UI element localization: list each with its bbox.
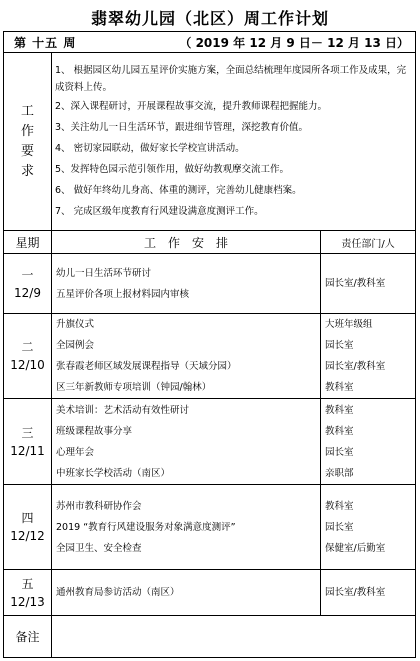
day-row-mon <box>4 254 416 314</box>
dept-item: 园长室/教科室 <box>325 361 386 372</box>
day-name: 一 <box>21 267 34 282</box>
column-header-arrangement: 工 作 安 排 <box>52 231 321 254</box>
task-list <box>52 570 321 616</box>
day-cell <box>4 485 52 570</box>
requirements-row <box>4 53 416 231</box>
task-list <box>52 254 321 314</box>
req-label-char: 要 <box>20 143 34 159</box>
dept-item: 亲职部 <box>325 467 354 479</box>
task-list <box>52 399 321 485</box>
requirements-list <box>52 53 416 231</box>
dept-item: 大班年级组 <box>325 319 373 330</box>
day-cell <box>4 570 52 616</box>
task-item: 五星评价各项上报材料园内审核 <box>56 288 190 300</box>
day-row-thu <box>4 485 416 570</box>
day-cell <box>4 314 52 399</box>
day-name: 四 <box>21 511 34 525</box>
requirement-item: 5、发挥特色园示范引领作用，做好幼教观摩交流工作。 <box>55 163 290 175</box>
task-item: 张春霞老师区域发展课程指导（天域分园） <box>56 361 237 372</box>
task-item: 升旗仪式 <box>56 319 95 330</box>
dept-item: 园长室 <box>325 340 354 351</box>
task-item: 班级课程故事分享 <box>56 425 133 437</box>
day-row-wed <box>4 399 416 485</box>
day-date: 12/11 <box>10 443 45 458</box>
week-header-cell <box>4 32 416 53</box>
day-date: 12/12 <box>10 529 45 543</box>
day-cell <box>4 399 52 485</box>
day-row-fri <box>4 570 416 616</box>
dept-item: 教科室 <box>325 500 354 512</box>
requirement-item: 2、深入课程研讨，开展课程故事交流，提升教师课程把握能力。 <box>55 100 328 112</box>
dept-item: 教科室 <box>325 382 354 393</box>
day-cell <box>4 254 52 314</box>
week-date-range: （ 2019 年 12 月 9 日－ 12 月 13 日） <box>179 35 410 50</box>
task-item: 心理年会 <box>56 446 95 458</box>
week-number: 第 十五 周 <box>14 35 77 50</box>
dept-list <box>321 570 416 616</box>
task-item: 通州教育局参访活动（南区） <box>56 587 180 598</box>
dept-item: 园长室/教科室 <box>325 278 386 289</box>
day-date: 12/10 <box>10 358 45 372</box>
notes-label: 备注 <box>4 616 52 658</box>
task-item: 美术培训：艺术活动有效性研讨 <box>56 404 190 416</box>
week-header-row <box>4 32 416 53</box>
task-item: 2019 “教育行风建设服务对象满意度测评” <box>56 521 236 533</box>
notes-row <box>4 616 416 658</box>
day-name: 二 <box>21 340 34 354</box>
dept-item: 教科室 <box>325 425 354 437</box>
task-list <box>52 485 321 570</box>
page-title: 翡翠幼儿园（北区）周工作计划 <box>90 9 329 28</box>
task-item: 区三年新教师专项培训（钟园/翰林） <box>56 382 212 393</box>
notes-cell <box>52 616 416 658</box>
requirement-item: 3、关注幼儿一日生活环节，跟进细节管理，深挖教育价值。 <box>55 121 309 133</box>
day-name: 三 <box>21 425 34 440</box>
requirements-label <box>4 53 52 231</box>
requirement-item: 1、 根据园区幼儿园五星评价实施方案，全面总结梳理年度园所各项工作及成果，完成资料上传。 <box>55 64 407 93</box>
dept-list <box>321 399 416 485</box>
req-label-char: 作 <box>20 123 34 139</box>
dept-list <box>321 254 416 314</box>
day-row-tue <box>4 314 416 399</box>
task-item: 全园卫生、安全检查 <box>56 542 142 554</box>
column-header-day: 星期 <box>4 231 52 254</box>
dept-list <box>321 485 416 570</box>
task-item: 苏州市教科研协作会 <box>56 500 142 512</box>
requirement-item: 7、 完成区级年度教育行风建设满意度测评工作。 <box>55 205 264 217</box>
dept-list <box>321 314 416 399</box>
task-item: 中班家长学校活动（南区） <box>56 467 171 479</box>
dept-item: 园长室/教科室 <box>325 587 386 598</box>
task-item: 幼儿一日生活环节研讨 <box>56 267 152 279</box>
dept-item: 保健室/后勤室 <box>325 542 386 554</box>
req-label-char: 工 <box>20 103 34 119</box>
day-date: 12/9 <box>14 285 41 300</box>
column-header-row <box>4 231 416 254</box>
dept-item: 园长室 <box>325 521 354 533</box>
requirement-item: 4、 密切家园联动，做好家长学校宣讲活动。 <box>55 142 245 154</box>
dept-item: 园长室 <box>325 446 354 458</box>
requirement-item: 6、 做好年终幼儿身高、体重的测评，完善幼儿健康档案。 <box>55 184 302 196</box>
column-header-dept: 责任部门/人 <box>321 231 416 254</box>
day-name: 五 <box>21 576 34 591</box>
task-list <box>52 314 321 399</box>
req-label-char: 求 <box>20 163 34 179</box>
day-date: 12/13 <box>10 594 45 609</box>
dept-item: 教科室 <box>325 404 354 416</box>
weekly-plan-table <box>3 31 416 658</box>
task-item: 全园例会 <box>56 340 95 351</box>
